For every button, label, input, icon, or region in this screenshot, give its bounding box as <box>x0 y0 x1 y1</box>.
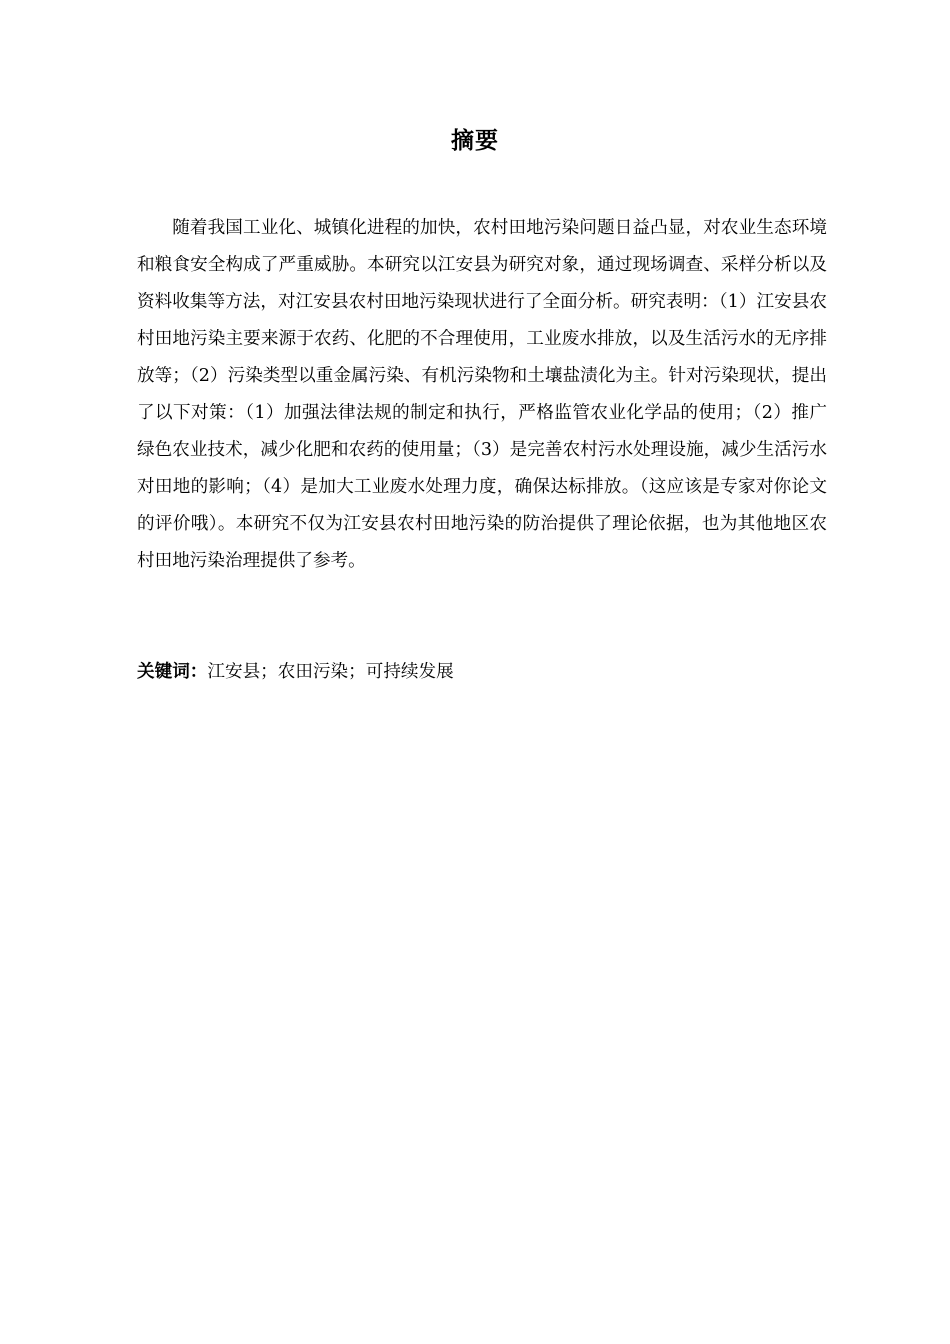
keywords-label: 关键词： <box>137 662 208 682</box>
page-title: 摘要 <box>451 128 499 154</box>
abstract-paragraph: 随着我国工业化、城镇化进程的加快，农村田地污染问题日益凸显，对农业生态环境和粮食安全构成了严重威胁。本研究以江安县为研究对象，通过现场调查、采样分析以及资料收集等方法，对江安县农村田地污染现状进行了全面分析。研究表明：（1）江安县农村田地污染主要来源于农药、化肥的不合理使用，工业废水排放，以及生活污水的无序排放等；（2）污染类型以重金属污染、有机污染物和土壤盐渍化为主。针对污染现状，提出了以下对策：（1）加强法律法规的制定和执行，严格监管农业化学品的使用；（2）推广绿色农业技术，减少化肥和农药的使用量；（3）是完善农村污水处理设施，减少生活污水对田地的影响；（4）是加大工业废水处理力度，确保达标排放。（这应该是专家对你论文的评价哦）。本研究不仅为江安县农村田地污染的防治提供了理论依据，也为其他地区农村田地污染治理提供了参考。 <box>137 218 827 571</box>
keywords-line <box>137 656 827 688</box>
keywords-text: 江安县；农田污染；可持续发展 <box>207 662 454 682</box>
